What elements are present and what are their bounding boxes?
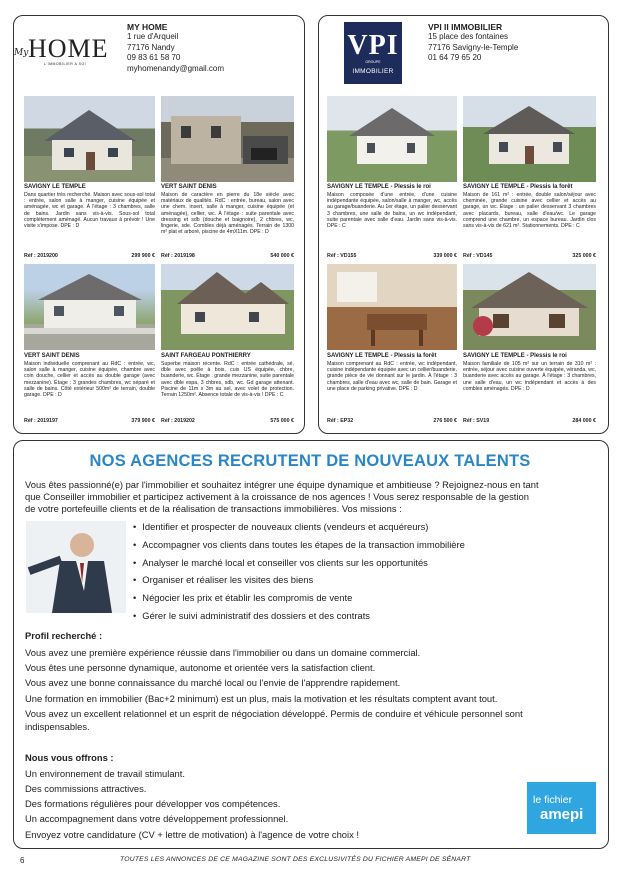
footer-text: TOUTES LES ANNONCES DE CE MAGAZINE SONT DES EXCLUSIVITÉS DU FICHIER AMEPI DE SÉNART (120, 856, 471, 863)
mission-item: • Organiser et réaliser les visites des biens (133, 574, 465, 592)
offer-line: Un environnement de travail stimulant. (25, 768, 185, 779)
listing-description: Maison comprenant au RdC : entrée, wc indépendant, cuisine indépendante équipée avec un cellier/buanderie, grande pièce de vie donnant sur le jardin. À l'étage : 3 chambres, salle d'eau avec wc, salle de bain. Garage et une place de parking privative. DPE : D (327, 361, 457, 392)
listing-price: 284 000 € (572, 418, 596, 424)
listing-description: Dans quartier très recherché. Maison avec sous-sol total : entrée, salon salle à manger, cuisine équipée et aménagée, wc et garage. À l'étage : 3 chambres, salle de bains. Jardin sans vis-à-vis. Sous-sol total complètement aménagé. Aucun travaux à prévoir ! Une visite s'impose. DPE : D (24, 192, 155, 230)
listing-photo-house-2[interactable] (161, 96, 294, 182)
listing-title: VERT SAINT DENIS (24, 353, 80, 359)
listing-title: SAVIGNY LE TEMPLE - Plessis la forêt (463, 184, 573, 190)
myhome-address: 1 rue d'Arqueil (127, 32, 179, 41)
listing-price: 575 000 € (270, 418, 294, 424)
profile-line: indispensables. (25, 721, 90, 732)
offer-title: Nous vous offrons : (25, 752, 114, 763)
profile-line: Vous êtes une personne dynamique, autonome et orientée vers la satisfaction client. (25, 662, 376, 673)
recruit-intro-line: de votre portefeuille clients et de la réalisation de transactions immobilières. Vos missions : (25, 503, 402, 514)
vpi-city: 77176 Savigny-le-Temple (428, 42, 519, 52)
listing-price: 540 000 € (270, 253, 294, 259)
listing-title: SAVIGNY LE TEMPLE - Plessis le roi (327, 184, 431, 190)
listing-title: SAINT FARGEAU PONTHIERRY (161, 353, 251, 359)
myhome-city: 77176 Nandy (127, 42, 175, 52)
mission-item: • Analyser le marché local et conseiller vos clients sur les opportunités (133, 557, 465, 575)
myhome-email[interactable]: myhomenandy@gmail.com (127, 63, 225, 73)
listing-description: Maison composée d'une entrée, d'une cuisine indépendante équipée, salon/salle à manger, wc, accès au garage/buanderie. Au 1er étage, un palier desservant 3 chambres, une salle de bains, un wc indépendant, suite parentale avec salle d'eau. Jardin sans vis-à-vis. DPE : C (327, 192, 457, 230)
listing-photo-house-6[interactable] (161, 264, 294, 350)
listing-photo-house-5[interactable] (24, 264, 155, 350)
myhome-contact (127, 22, 224, 74)
listing-ref: Réf : 2019197 (24, 418, 58, 424)
profile-line: Une formation en immobilier (Bac+2 minimum) est un plus, mais la motivation et les résultats comptent avant tout. (25, 693, 498, 704)
offer-line: Envoyez votre candidature (CV + lettre de motivation) à l'agence de votre choix ! (25, 829, 359, 840)
profile-line: Vous avez une première expérience réussie dans l'immobilier ou dans un domaine commercial. (25, 647, 421, 658)
recruit-intro-line: que Conseiller immobilier et participez activement à la croissance de nos agences ! Vous serez responsable de la gestion (25, 491, 529, 502)
vpi-contact (428, 22, 518, 64)
myhome-name: MY HOME (127, 22, 168, 32)
listing-description: Maison de 161 m² : entrée, double salon/séjour avec cheminée, grande cuisine avec cellier et accès au garage, un wc. Étage : un palier desservant 3 chambres avec placards, bureau, salle d'eau/wc. Le garage comprend une chambre, un espace bureau. Jardin clos sans vis-à-vis de 621 m². Stationnements. DPE : C (463, 192, 596, 230)
listing-photo-house-8[interactable] (463, 264, 596, 350)
listing-photo-house-1[interactable] (24, 96, 155, 182)
listing-ref: Réf : 2019200 (24, 253, 58, 259)
myhome-logo: My HOME L'IMMOBILIER A SOI (14, 34, 109, 66)
amepi-logo-line1: le fichier (533, 794, 573, 806)
recruit-headline: NOS AGENCES RECRUTENT DE NOUVEAUX TALENTS (89, 452, 531, 470)
mission-item: • Identifier et prospecter de nouveaux clients (vendeurs et acquéreurs) (133, 521, 465, 539)
recruit-intro-line: Vous êtes passionné(e) par l'immobilier et souhaitez intégrer une équipe dynamique et ambitieuse ? Rejoignez-nous en tant (25, 479, 539, 490)
offer-line: Des formations régulières pour développer vos compétences. (25, 798, 281, 809)
vpi-logo: VPI GROUPE IMMOBILIER (344, 22, 402, 84)
listing-price: 276 500 € (433, 418, 457, 424)
listing-price: 379 900 € (131, 418, 155, 424)
businessman-photo (26, 521, 126, 613)
offer-line: Un accompagnement dans votre développement professionnel. (25, 813, 289, 824)
mission-item: • Gérer le suivi administratif des dossiers et des contrats (133, 610, 465, 628)
listing-title: SAVIGNY LE TEMPLE (24, 184, 86, 190)
listing-title: SAVIGNY LE TEMPLE - Plessis le roi (463, 353, 567, 359)
listing-description: Maison de caractère en pierre du 18e siècle avec matériaux de qualités. RdC : entrée, bureau, salon avec une chem. insert, salle à manger, cuisine équipée (et aménagée), cellier, wc. À l'étage : suite parentale avec dressing et sdb (douche et baignoire), 2 chbres, wc, lingerie, sde. Combles déjà aménagés. Terrain de 1300 m² plat et arboré, piscine de 4mX11m. DPE : D (161, 192, 294, 236)
vpi-phone[interactable]: 01 64 79 65 20 (428, 53, 482, 62)
listing-ref: Réf : 2019198 (161, 253, 195, 259)
listing-price: 299 900 € (131, 253, 155, 259)
missions-list (133, 521, 465, 628)
vpi-address: 15 place des fontaines (428, 32, 509, 41)
listing-photo-house-3[interactable] (327, 96, 457, 182)
listing-price: 325 000 € (572, 253, 596, 259)
listing-title: VERT SAINT DENIS (161, 184, 217, 190)
listing-ref: Réf : 2019202 (161, 418, 195, 424)
listing-description: Superbe maison récente. RdC : entrée cathédrale, sé, dble avec poêle à bois, cuis US équipée, chbre, buanderie, wc. Étage : grande mezzanine, suite parentale avec dble espa, 3 chbres, sdb, wc. Gd garage attenant. Piscine de 11m x 3m au sel, avec volet de protection. Terrain 1250m². Absence totale de vis-à-vis ! DPE : C (161, 361, 294, 399)
listing-photo-interior-7[interactable] (327, 264, 457, 350)
vpi-name: VPI II IMMOBILIER (428, 22, 503, 32)
listing-ref: Réf : VD155 (327, 253, 357, 259)
offer-line: Des commissions attractives. (25, 783, 147, 794)
profile-line: Vous avez une bonne connaissance du marché local ou l'envie de l'apprendre rapidement. (25, 677, 401, 688)
mission-item: • Négocier les prix et établir les compromis de vente (133, 592, 465, 610)
profile-title: Profil recherché : (25, 630, 103, 641)
listing-title: SAVIGNY LE TEMPLE - Plessis la forêt (327, 353, 437, 359)
listing-price: 339 000 € (433, 253, 457, 259)
mission-item: • Accompagner vos clients dans toutes les étapes de la transaction immobilière (133, 539, 465, 557)
listing-ref: Réf : VD145 (463, 253, 493, 259)
page-number: 6 (20, 856, 25, 865)
listing-photo-house-4[interactable] (463, 96, 596, 182)
amepi-logo-line2: amepi (540, 806, 584, 823)
amepi-logo (527, 782, 596, 834)
profile-line: Vous avez un excellent relationnel et un esprit de négociation développé. Permis de conduire et véhicule personnel sont (25, 708, 523, 719)
listing-description: Maison individuelle comprenant au RdC : entrée, wc, salon salle à manger, cuisine équipée, chambre avec coin douche, cellier et accès au double garage (avec mezzanine). Étage : 3 grandes chambres, wc séparé et salle de bains. Côté extérieur 500m² de terrain, double garage. DPE : D (24, 361, 155, 399)
listing-ref: Réf : SV19 (463, 418, 490, 424)
listing-ref: Réf : EP32 (327, 418, 354, 424)
myhome-phone[interactable]: 09 83 61 58 70 (127, 53, 181, 62)
listing-description: Maison familiale de 105 m² sur un terrain de 310 m² : entrée, séjour avec cuisine ouverte équipée, véranda, wc, buanderie avec accès au garage. À l'étage : 3 chambres, une salle d'eau, un wc indépendant et accès à des combles aménagés. DPE : D (463, 361, 596, 392)
